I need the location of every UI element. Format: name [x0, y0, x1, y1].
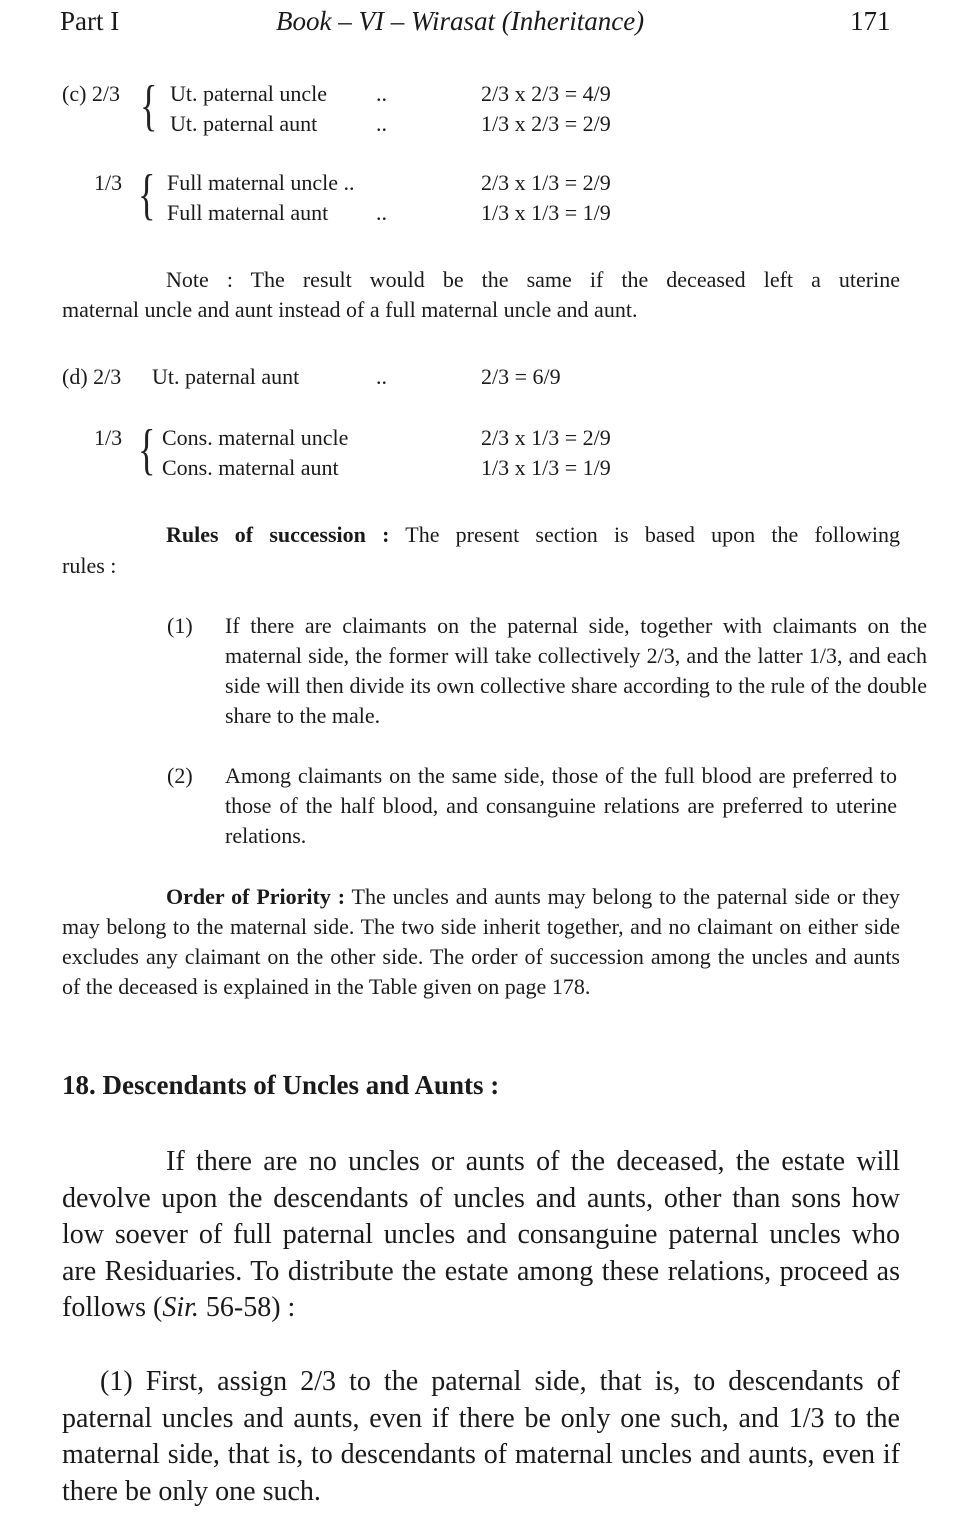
- book-title: Book – VI – Wirasat (Inheritance): [276, 6, 645, 36]
- section-heading: 18. Descendants of Uncles and Aunts :: [62, 1070, 500, 1100]
- case-c-paternal-aunt: Ut. paternal aunt: [170, 111, 318, 136]
- dots: ..: [376, 111, 387, 136]
- case-d-maternal-brace: {: [138, 419, 156, 481]
- case-c-paternal-brace: {: [140, 75, 158, 137]
- note-line-1: Note : The result would be the same if the deceased left a uterine: [166, 267, 900, 292]
- case-c-paternal-aunt-calc: 1/3 x 2/3 = 2/9: [481, 111, 611, 136]
- case-c-paternal-uncle-calc: 2/3 x 2/3 = 4/9: [481, 81, 611, 106]
- part-label: Part I: [60, 6, 120, 36]
- section-paragraph-2: (1) First, assign 2/3 to the paternal side, that is, to descendants of paternal uncles and aunts, even if there be only one such, and 1/3 to the maternal side, that is, to descendants of maternal uncles and aunts, even if there be only one such.: [62, 1366, 900, 1507]
- case-c-maternal-brace: {: [138, 164, 156, 226]
- dots: ..: [376, 81, 387, 106]
- case-d-maternal-aunt: Cons. maternal aunt: [162, 455, 339, 480]
- case-d-paternal-aunt-calc: 2/3 = 6/9: [481, 364, 561, 389]
- case-d-label: (d) 2/3: [62, 364, 122, 389]
- case-d-maternal-aunt-calc: 1/3 x 1/3 = 1/9: [481, 455, 611, 480]
- case-c-maternal-uncle: Full maternal uncle ..: [167, 170, 355, 195]
- case-d-maternal-label: 1/3: [94, 425, 123, 450]
- priority-heading: Order of Priority :: [166, 884, 346, 909]
- section-paragraph-1: If there are no uncles or aunts of the deceased, the estate will devolve upon the descendants of uncles and aunts, other than sons how low soever of full paternal uncles and consanguine paternal uncles who are Residuaries. To distribute the estate among these relations, proceed as follows (Sir. 56-58) :: [62, 1146, 900, 1323]
- note-line-2: maternal uncle and aunt instead of a full maternal uncle and aunt.: [62, 297, 638, 322]
- case-c-maternal-aunt: Full maternal aunt: [167, 200, 329, 225]
- case-c-maternal-label: 1/3: [94, 170, 123, 195]
- rules-tail: rules :: [62, 553, 117, 578]
- case-d-maternal-uncle: Cons. maternal uncle: [162, 425, 349, 450]
- case-c-maternal-uncle-calc: 2/3 x 1/3 = 2/9: [481, 170, 611, 195]
- rules-heading: Rules of succession :: [166, 522, 390, 547]
- case-d-maternal-uncle-calc: 2/3 x 1/3 = 2/9: [481, 425, 611, 450]
- case-c-maternal-aunt-calc: 1/3 x 1/3 = 1/9: [481, 200, 611, 225]
- case-d-paternal-aunt: Ut. paternal aunt: [152, 364, 300, 389]
- page-number: 171: [850, 6, 891, 36]
- dots: ..: [376, 364, 387, 389]
- rules-intro: Rules of succession : The present section is based upon the following: [166, 522, 900, 547]
- priority-paragraph: Order of Priority : The uncles and aunts may belong to the paternal side or they may belong to the maternal side. The two side inherit together, and no claimant on either side excludes any claimant on the other side. The order of succession among the uncles and aunts of the deceased is explained in the Table given on page 178.: [62, 884, 900, 999]
- dots: ..: [376, 200, 387, 225]
- case-c-paternal-uncle: Ut. paternal uncle: [170, 81, 327, 106]
- case-c-label: (c) 2/3: [62, 81, 121, 106]
